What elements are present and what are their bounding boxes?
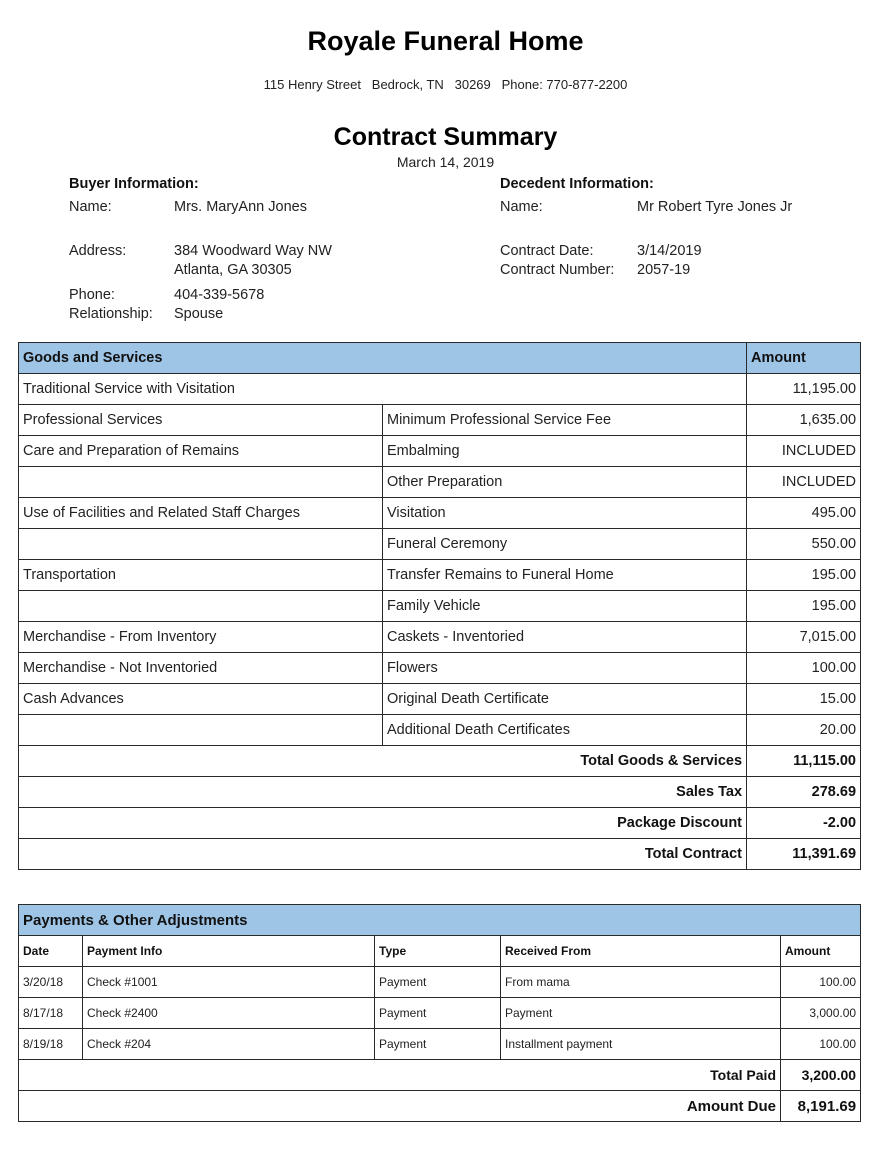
column-header-amount: Amount — [781, 936, 861, 967]
row-category: Merchandise - Not Inventoried — [19, 653, 383, 684]
table-row — [19, 591, 861, 622]
row-item: Additional Death Certificates — [383, 715, 747, 746]
payments-table — [18, 904, 861, 1122]
row-amount: 20.00 — [747, 715, 861, 746]
payment-received-from: From mama — [501, 967, 781, 998]
column-header-payment-info: Payment Info — [83, 936, 375, 967]
table-row — [19, 405, 861, 436]
row-item: Funeral Ceremony — [383, 529, 747, 560]
goods-header-row — [19, 343, 861, 374]
row-amount: 1,635.00 — [747, 405, 861, 436]
payments-title: Payments & Other Adjustments — [19, 905, 861, 936]
table-row — [19, 653, 861, 684]
sales-tax-amount: 278.69 — [747, 777, 861, 808]
row-amount: 495.00 — [747, 498, 861, 529]
payments-title-row — [19, 905, 861, 936]
row-item: Visitation — [383, 498, 747, 529]
amount-header: Amount — [747, 343, 861, 374]
row-category — [19, 467, 383, 498]
row-category: Professional Services — [19, 405, 383, 436]
buyer-heading: Buyer Information: — [69, 176, 199, 192]
package-label: Traditional Service with Visitation — [19, 374, 747, 405]
row-amount: 195.00 — [747, 591, 861, 622]
goods-and-services-table — [18, 342, 861, 870]
decedent-heading: Decedent Information: — [500, 176, 654, 192]
document-date: March 14, 2019 — [396, 154, 495, 170]
column-header-received-from: Received From — [501, 936, 781, 967]
total-contract-label: Total Contract — [19, 839, 747, 870]
amount-due-row — [19, 1091, 861, 1122]
row-category: Transportation — [19, 560, 383, 591]
payment-received-from: Payment — [501, 998, 781, 1029]
payment-date: 3/20/18 — [19, 967, 83, 998]
row-category: Use of Facilities and Related Staff Charges — [19, 498, 383, 529]
column-header-date: Date — [19, 936, 83, 967]
sales-tax-row — [19, 777, 861, 808]
total-paid-row — [19, 1060, 861, 1091]
total-goods-services-label: Total Goods & Services — [19, 746, 747, 777]
buyer-address-label: Address: — [69, 243, 127, 259]
amount-due-label: Amount Due — [19, 1091, 781, 1122]
row-category — [19, 591, 383, 622]
row-item: Other Preparation — [383, 467, 747, 498]
decedent-name-label: Name: — [500, 199, 543, 215]
row-item: Original Death Certificate — [383, 684, 747, 715]
row-amount: 550.00 — [747, 529, 861, 560]
contract-number-label: Contract Number: — [500, 262, 615, 278]
buyer-name-label: Name: — [69, 199, 112, 215]
package-amount: 11,195.00 — [747, 374, 861, 405]
table-row — [19, 715, 861, 746]
payment-type: Payment — [375, 1029, 501, 1060]
company-address: 115 Henry Street Bedrock, TN 30269 Phone: 770-877-2200 — [263, 77, 628, 92]
payment-type: Payment — [375, 967, 501, 998]
buyer-phone-label: Phone: — [69, 287, 115, 303]
buyer-name: Mrs. MaryAnn Jones — [174, 199, 307, 215]
table-row — [19, 436, 861, 467]
payment-row — [19, 1029, 861, 1060]
amount-due-amount: 8,191.69 — [781, 1091, 861, 1122]
row-category — [19, 529, 383, 560]
total-goods-services-amount: 11,115.00 — [747, 746, 861, 777]
row-category — [19, 715, 383, 746]
total-paid-label: Total Paid — [19, 1060, 781, 1091]
row-category: Cash Advances — [19, 684, 383, 715]
package-discount-row — [19, 808, 861, 839]
row-amount: INCLUDED — [747, 467, 861, 498]
column-header-type: Type — [375, 936, 501, 967]
table-row — [19, 560, 861, 591]
payment-amount: 100.00 — [781, 1029, 861, 1060]
payment-row — [19, 998, 861, 1029]
payment-info: Check #1001 — [83, 967, 375, 998]
table-row — [19, 529, 861, 560]
total-contract-amount: 11,391.69 — [747, 839, 861, 870]
row-item: Minimum Professional Service Fee — [383, 405, 747, 436]
contract-date-label: Contract Date: — [500, 243, 594, 259]
payment-amount: 3,000.00 — [781, 998, 861, 1029]
goods-header-label: Goods and Services — [19, 343, 747, 374]
row-item: Caskets - Inventoried — [383, 622, 747, 653]
row-amount: 15.00 — [747, 684, 861, 715]
contract-number: 2057-19 — [637, 262, 691, 278]
contract-date: 3/14/2019 — [637, 243, 702, 259]
sales-tax-label: Sales Tax — [19, 777, 747, 808]
decedent-name: Mr Robert Tyre Jones Jr — [637, 199, 793, 215]
package-discount-label: Package Discount — [19, 808, 747, 839]
payment-date: 8/17/18 — [19, 998, 83, 1029]
row-category: Care and Preparation of Remains — [19, 436, 383, 467]
row-amount: 100.00 — [747, 653, 861, 684]
payment-info: Check #204 — [83, 1029, 375, 1060]
payment-row — [19, 967, 861, 998]
row-amount: 195.00 — [747, 560, 861, 591]
row-item: Embalming — [383, 436, 747, 467]
buyer-relationship-label: Relationship: — [69, 306, 153, 322]
package-row — [19, 374, 861, 405]
total-goods-services-row — [19, 746, 861, 777]
row-category: Merchandise - From Inventory — [19, 622, 383, 653]
payment-amount: 100.00 — [781, 967, 861, 998]
row-amount: 7,015.00 — [747, 622, 861, 653]
row-item: Family Vehicle — [383, 591, 747, 622]
buyer-address-line1: 384 Woodward Way NW — [174, 243, 332, 259]
buyer-relationship: Spouse — [174, 306, 224, 322]
payments-column-header-row — [19, 936, 861, 967]
buyer-address-line2: Atlanta, GA 30305 — [174, 262, 292, 278]
package-discount-amount: -2.00 — [747, 808, 861, 839]
row-amount: INCLUDED — [747, 436, 861, 467]
table-row — [19, 467, 861, 498]
buyer-phone: 404-339-5678 — [174, 287, 265, 303]
row-item: Flowers — [383, 653, 747, 684]
payment-date: 8/19/18 — [19, 1029, 83, 1060]
row-item: Transfer Remains to Funeral Home — [383, 560, 747, 591]
total-contract-row — [19, 839, 861, 870]
payment-type: Payment — [375, 998, 501, 1029]
document-title: Contract Summary — [333, 123, 558, 151]
payment-received-from: Installment payment — [501, 1029, 781, 1060]
company-name: Royale Funeral Home — [307, 26, 584, 56]
table-row — [19, 622, 861, 653]
total-paid-amount: 3,200.00 — [781, 1060, 861, 1091]
payment-info: Check #2400 — [83, 998, 375, 1029]
table-row — [19, 684, 861, 715]
table-row — [19, 498, 861, 529]
